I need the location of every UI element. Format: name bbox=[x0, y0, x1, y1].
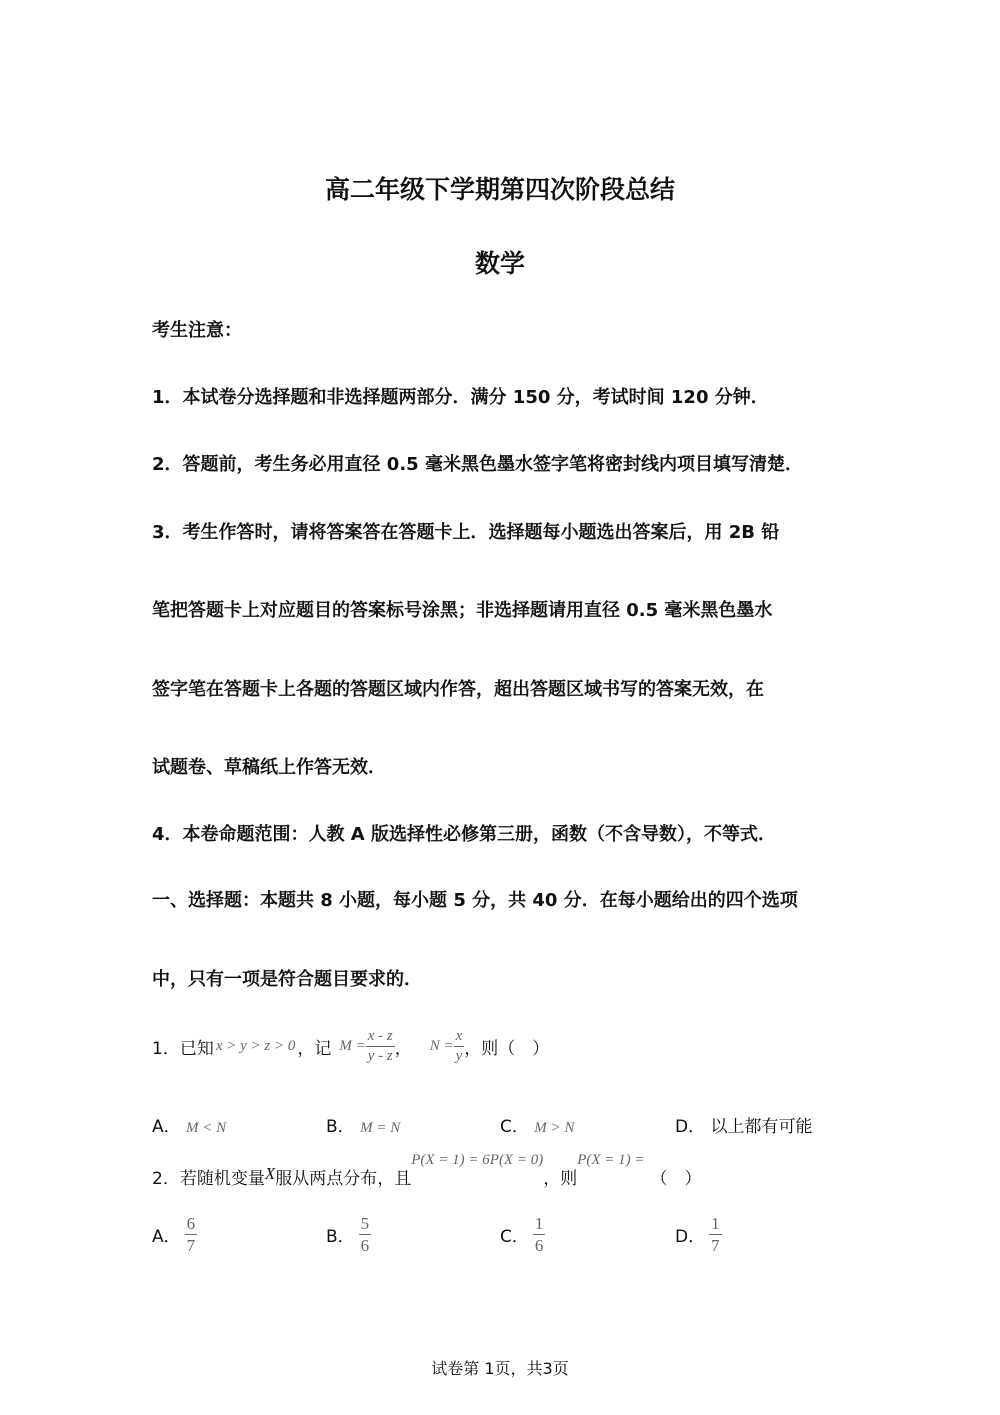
q1-option-c-expr: M > N bbox=[534, 1120, 575, 1136]
question-1-suffix: ，则（ ） bbox=[464, 1038, 550, 1059]
question-1-condition: x > y > z > 0 bbox=[215, 1037, 296, 1054]
question-2-mid: 服从两点分布，且 bbox=[275, 1169, 412, 1189]
question-2 bbox=[152, 1150, 702, 1190]
q2-option-a-numerator: 6 bbox=[185, 1213, 198, 1235]
q1-option-d bbox=[675, 1112, 813, 1137]
notice-item-3-line-4: 试题卷、草稿纸上作答无效． bbox=[152, 757, 386, 778]
question-2-ask: P(X = 1) = bbox=[577, 1152, 645, 1168]
question-1 bbox=[152, 1018, 549, 1074]
q2-option-a bbox=[152, 1213, 197, 1257]
section-1-heading-line-2: 中，只有一项是符合题目要求的． bbox=[152, 969, 422, 990]
question-1-comma: ， bbox=[394, 1038, 412, 1059]
q2-option-a-denominator: 7 bbox=[186, 1236, 196, 1256]
q2-option-c-denominator: 6 bbox=[534, 1236, 544, 1256]
q2-option-d-label: D． bbox=[675, 1227, 706, 1248]
m-denominator: y - z bbox=[367, 1047, 393, 1064]
q2-option-b-numerator: 5 bbox=[359, 1213, 372, 1235]
notice-item-2: 2．答题前，考生务必用直径 0.5 毫米黑色墨水签字笔将密封线内项目填写清楚． bbox=[152, 454, 803, 475]
question-1-mid: ，记 bbox=[297, 1038, 332, 1059]
q1-option-d-label: D． bbox=[675, 1117, 706, 1137]
q1-option-c bbox=[500, 1112, 574, 1137]
question-2-then: ，则 bbox=[543, 1169, 578, 1189]
question-2-suffix: （ ） bbox=[650, 1169, 702, 1189]
q2-option-d-denominator: 7 bbox=[711, 1236, 720, 1256]
q2-option-b-label: B． bbox=[326, 1227, 355, 1248]
q1-option-a-label: A． bbox=[152, 1117, 181, 1137]
n-numerator: x bbox=[454, 1027, 465, 1047]
notice-item-3-line-1: 3．考生作答时，请将答案答在答题卡上．选择题每小题选出答案后，用 2B 铅 bbox=[152, 522, 780, 543]
section-1-heading-line-1: 一、选择题：本题共 8 小题，每小题 5 分，共 40 分．在每小题给出的四个选项 bbox=[152, 890, 798, 911]
q1-option-b bbox=[326, 1112, 400, 1137]
m-numerator: x - z bbox=[366, 1027, 395, 1047]
question-2-variable: X bbox=[264, 1164, 276, 1183]
n-fraction bbox=[454, 1027, 465, 1066]
m-definition-lhs: M = bbox=[339, 1037, 366, 1054]
q1-option-d-text: 以上都有可能 bbox=[710, 1117, 813, 1137]
q2-option-b bbox=[326, 1213, 371, 1257]
q2-option-c-fraction bbox=[533, 1213, 546, 1257]
subject-title: 数学 bbox=[474, 249, 525, 278]
question-2-condition: P(X = 1) = 6P(X = 0) bbox=[411, 1152, 544, 1168]
m-fraction bbox=[366, 1027, 395, 1066]
q1-option-a bbox=[152, 1112, 226, 1137]
q1-option-b-label: B． bbox=[326, 1117, 355, 1137]
q2-option-c-label: C． bbox=[500, 1227, 529, 1248]
notice-item-3-line-3: 签字笔在答题卡上各题的答题区域内作答，超出答题区域书写的答案无效，在 bbox=[152, 679, 764, 700]
n-definition-lhs: N = bbox=[429, 1037, 454, 1054]
q2-option-c-numerator: 1 bbox=[533, 1213, 546, 1235]
question-2-prefix: 2．若随机变量 bbox=[152, 1169, 265, 1189]
notice-item-1: 1．本试卷分选择题和非选择题两部分．满分 150 分，考试时间 120 分钟． bbox=[152, 387, 769, 408]
q2-option-b-fraction bbox=[359, 1213, 372, 1257]
q1-option-a-expr: M < N bbox=[186, 1120, 227, 1136]
q2-option-d bbox=[675, 1213, 722, 1257]
q1-option-c-label: C． bbox=[500, 1117, 529, 1137]
q1-option-b-expr: M = N bbox=[360, 1120, 401, 1136]
q2-option-d-numerator: 1 bbox=[709, 1213, 722, 1235]
q2-option-d-fraction bbox=[709, 1213, 722, 1257]
q2-option-c bbox=[500, 1213, 545, 1257]
q2-option-a-fraction bbox=[185, 1213, 198, 1257]
notice-item-3-line-2: 笔把答题卡上对应题目的答案标号涂黑；非选择题请用直径 0.5 毫米黑色墨水 bbox=[152, 600, 773, 621]
q2-option-b-denominator: 6 bbox=[360, 1236, 370, 1256]
question-1-prefix: 1．已知 bbox=[152, 1038, 214, 1059]
exam-title: 高二年级下学期第四次阶段总结 bbox=[324, 175, 675, 204]
page-footer: 试卷第 1页，共3页 bbox=[431, 1359, 569, 1378]
q2-option-a-label: A． bbox=[152, 1227, 181, 1248]
n-denominator: y bbox=[455, 1047, 463, 1064]
notice-heading: 考生注意： bbox=[152, 320, 242, 341]
notice-item-4: 4．本卷命题范围：人教 A 版选择性必修第三册，函数（不含导数），不等式． bbox=[152, 824, 776, 845]
